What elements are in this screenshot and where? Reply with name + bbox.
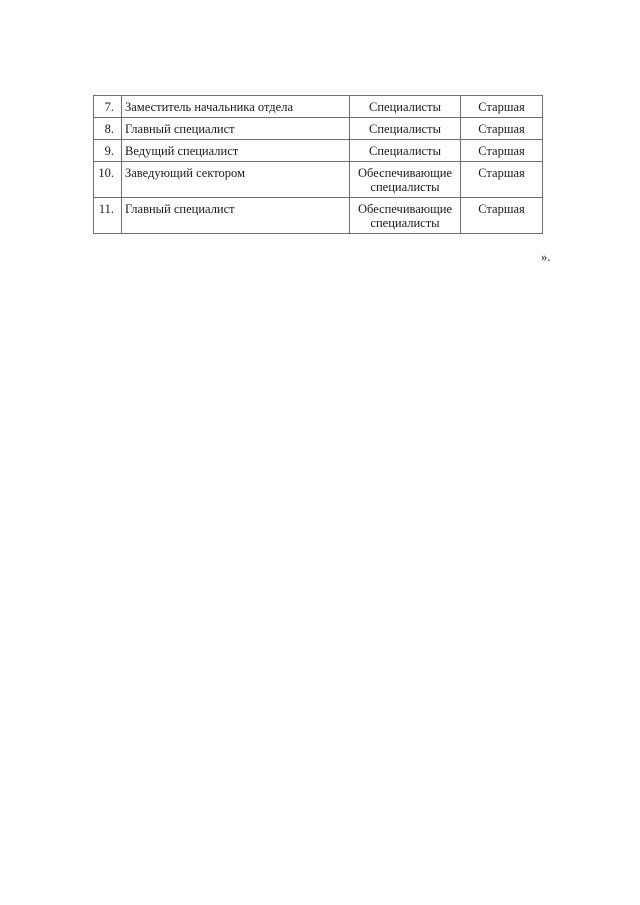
table-row (94, 198, 543, 234)
position-category: Специалисты (350, 118, 461, 140)
position-group: Старшая (461, 162, 543, 198)
position-category: Специалисты (350, 140, 461, 162)
table-row (94, 162, 543, 198)
table-row (94, 140, 543, 162)
table-row (94, 96, 543, 118)
position-group: Старшая (461, 118, 543, 140)
position-category: Обеспечивающие специалисты (350, 198, 461, 234)
positions-table (93, 95, 543, 234)
row-number: 11. (94, 198, 122, 234)
closing-quote-mark: ». (541, 250, 551, 264)
position-group: Старшая (461, 140, 543, 162)
table-row (94, 118, 543, 140)
position-category: Обеспечивающие специалисты (350, 162, 461, 198)
row-number: 7. (94, 96, 122, 118)
row-number: 8. (94, 118, 122, 140)
position-group: Старшая (461, 96, 543, 118)
position-group: Старшая (461, 198, 543, 234)
position-title: Главный специалист (122, 198, 350, 234)
position-category: Специалисты (350, 96, 461, 118)
row-number: 10. (94, 162, 122, 198)
row-number: 9. (94, 140, 122, 162)
position-title: Заместитель начальника отдела (122, 96, 350, 118)
position-title: Главный специалист (122, 118, 350, 140)
position-title: Ведущий специалист (122, 140, 350, 162)
position-title: Заведующий сектором (122, 162, 350, 198)
